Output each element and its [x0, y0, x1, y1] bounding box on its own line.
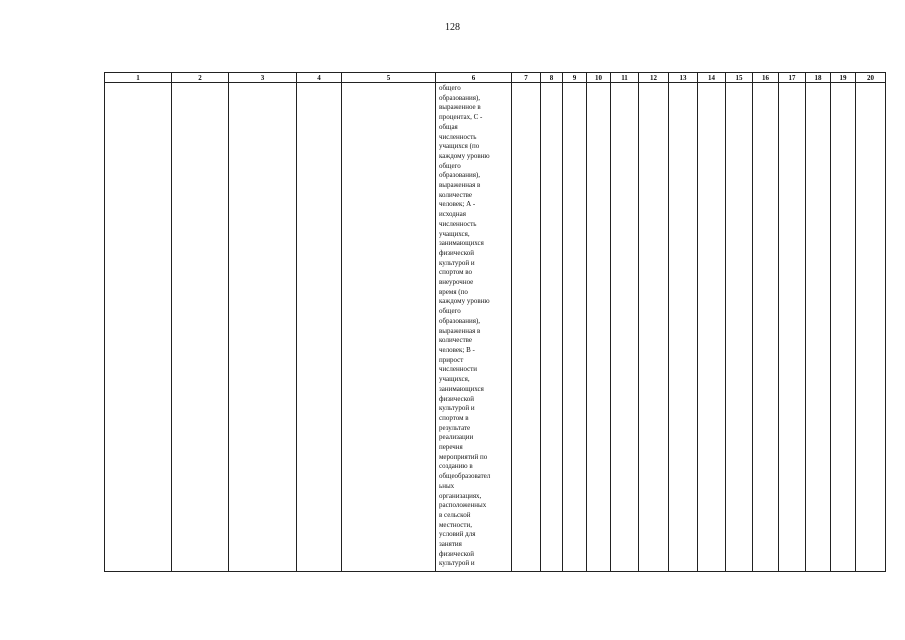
data-table	[104, 72, 886, 572]
table-cell-description	[436, 83, 512, 572]
text-line: мероприятий по	[439, 452, 488, 461]
text-line: результате	[439, 423, 471, 432]
text-line: культурой и	[439, 559, 475, 568]
column-header: 11	[611, 73, 639, 83]
text-line: занимающихся	[439, 239, 484, 248]
text-line: ьных	[439, 481, 455, 490]
table-cell	[753, 83, 779, 572]
text-line: каждому уровню	[439, 151, 490, 160]
table-cell	[229, 83, 297, 572]
text-line: физической	[439, 394, 474, 403]
text-line: количестве	[439, 336, 473, 345]
text-line: человек; В -	[439, 345, 475, 354]
column-header: 15	[726, 73, 753, 83]
column-header: 17	[779, 73, 806, 83]
text-line: выраженная в	[439, 181, 481, 190]
text-line: выраженное в	[439, 103, 481, 112]
page-number: 128	[445, 22, 460, 33]
text-line: культурой и	[439, 258, 475, 267]
column-header: 13	[669, 73, 698, 83]
column-header: 1	[105, 73, 172, 83]
text-line: выраженная в	[439, 326, 481, 335]
text-line: физической	[439, 549, 474, 558]
text-line: условий для	[439, 530, 476, 539]
table-cell	[587, 83, 611, 572]
formula-description-text	[436, 83, 511, 569]
text-line: прирост	[439, 355, 464, 364]
text-line: физической	[439, 248, 474, 257]
table-cell	[105, 83, 172, 572]
text-line: время (по	[439, 287, 468, 296]
text-line: спортом во	[439, 268, 473, 277]
text-line: численности	[439, 365, 478, 374]
column-header: 12	[639, 73, 669, 83]
text-line: спортом в	[439, 413, 469, 422]
table-cell	[698, 83, 726, 572]
text-line: реализации	[439, 433, 474, 442]
table-cell	[541, 83, 563, 572]
text-line: человек; А -	[439, 200, 476, 209]
text-line: общего	[439, 84, 461, 92]
column-header: 19	[831, 73, 856, 83]
text-line: образования),	[439, 93, 481, 102]
text-line: местности,	[439, 520, 472, 529]
text-line: учащихся,	[439, 375, 470, 384]
column-header: 8	[541, 73, 563, 83]
column-header: 16	[753, 73, 779, 83]
table-cell	[831, 83, 856, 572]
table-cell	[297, 83, 342, 572]
text-line: общеобразовател	[439, 472, 491, 481]
header-row	[105, 73, 886, 83]
column-header: 4	[297, 73, 342, 83]
text-line: численность	[439, 219, 477, 228]
text-line: культурой и	[439, 404, 475, 413]
text-line: образования),	[439, 316, 481, 325]
text-line: количестве	[439, 190, 473, 199]
text-line: организациях,	[439, 491, 482, 500]
column-header: 9	[563, 73, 587, 83]
text-line: процентах, С -	[439, 113, 483, 122]
table-cell	[806, 83, 831, 572]
table-row	[105, 83, 886, 572]
column-header: 20	[856, 73, 886, 83]
column-header: 3	[229, 73, 297, 83]
text-line: в сельской	[439, 510, 471, 519]
table-cell	[779, 83, 806, 572]
column-header: 18	[806, 73, 831, 83]
text-line: численность	[439, 132, 477, 141]
text-line: учащихся (по	[439, 142, 480, 151]
column-header: 14	[698, 73, 726, 83]
text-line: занимающихся	[439, 384, 484, 393]
text-line: образования),	[439, 171, 481, 180]
table-cell	[639, 83, 669, 572]
text-line: общего	[439, 161, 461, 170]
text-line: занятия	[439, 540, 462, 549]
table-cell	[669, 83, 698, 572]
text-line: каждому уровню	[439, 297, 490, 306]
table-cell	[172, 83, 229, 572]
table-cell	[512, 83, 541, 572]
table-cell	[856, 83, 886, 572]
table-cell	[726, 83, 753, 572]
column-header: 2	[172, 73, 229, 83]
text-line: внеурочное	[439, 278, 474, 287]
table-cell	[342, 83, 436, 572]
text-line: общая	[439, 122, 458, 131]
column-header: 6	[436, 73, 512, 83]
column-header: 7	[512, 73, 541, 83]
text-line: общего	[439, 307, 461, 316]
table-cell	[563, 83, 587, 572]
column-header: 10	[587, 73, 611, 83]
table-cell	[611, 83, 639, 572]
text-line: исходная	[439, 210, 466, 219]
text-line: перечня	[439, 443, 463, 452]
column-header: 5	[342, 73, 436, 83]
text-line: расположенных	[439, 501, 487, 510]
text-line: созданию в	[439, 462, 473, 471]
text-line: учащихся,	[439, 229, 470, 238]
